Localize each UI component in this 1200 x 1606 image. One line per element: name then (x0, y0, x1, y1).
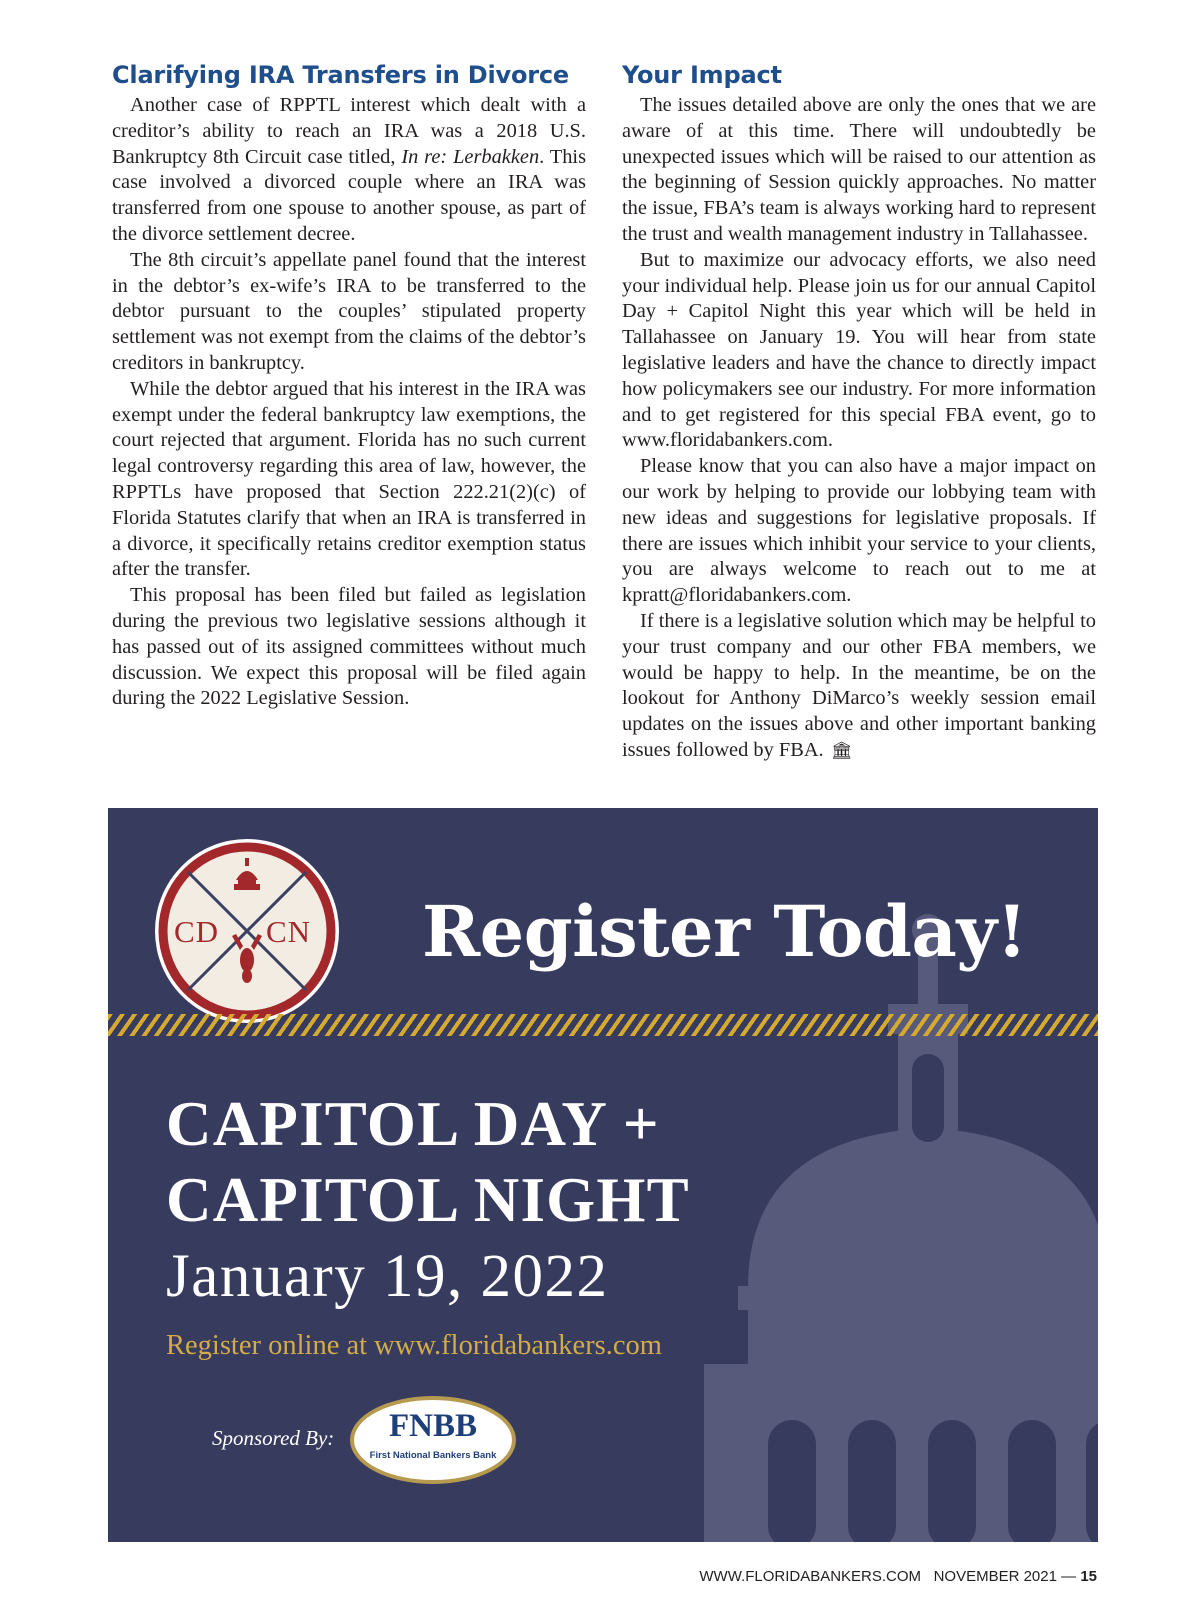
article-right-column (622, 58, 1096, 765)
paragraph: The issues detailed above are only the ones that we are aware of at this time. There will undoubtedly be unexpected issues which will be raised to our attention as the beginning of Session quickly approaches. No matter the issue, FBA’s team is always working hard to represent the trust and wealth management industry in Tallahassee. (622, 94, 1096, 245)
seal-text-cd: CD (174, 914, 220, 949)
section-heading-ira-transfers: Clarifying IRA Transfers in Divorce (112, 61, 569, 89)
paragraph-text: . This case involved a divorced couple where an IRA was transferred from one spouse to another spouse, as part of the divorce settlement decree. (112, 145, 586, 245)
paragraph: While the debtor argued that his interest in the IRA was exempt under the federal bankruptcy law exemptions, the court rejected that argument. Florida has no such current legal controversy regarding this area of law, however, the RPPTLs have proposed that Section 222.21(2)(c) of Florida Statutes clarify that when an IRA is transferred in a divorce, it specifically retains creditor exemption status after the transfer. (112, 377, 586, 581)
paragraph (622, 609, 1096, 765)
section-heading-your-impact: Your Impact (622, 61, 782, 89)
article-left-column (112, 58, 586, 712)
register-online-link[interactable]: Register online at www.floridabankers.com (166, 1330, 662, 1361)
cdcn-seal-logo (152, 836, 342, 1026)
fnbb-logo-name: First National Bankers Bank (369, 1450, 497, 1461)
page-footer (560, 1568, 1097, 1585)
footer-issue: NOVEMBER 2021 — (933, 1568, 1077, 1585)
footer-website: WWW.FLORIDABANKERS.COM (699, 1568, 922, 1585)
event-title-line2: CAPITOL NIGHT (166, 1165, 690, 1235)
fnbb-logo-mark: FNBB (388, 1408, 477, 1444)
paragraph (112, 93, 586, 248)
event-title-line1: CAPITOL DAY + (166, 1089, 660, 1159)
end-mark-icon: 🏛 (830, 740, 853, 761)
seal-text-cn: CN (266, 914, 312, 949)
paragraph: Please know that you can also have a major impact on our work by helping to provide our lobbying team with new ideas and suggestions for legislative proposals. If there are issues which inhibit your service to your clients, you are always welcome to reach out to me at kpratt@floridabankers.com. (622, 455, 1096, 607)
paragraph: The 8th circuit’s appellate panel found that the interest in the debtor’s ex-wife’s IRA to be transferred to the debtor pursuant to the couples’ stipulated property settlement was not exempt from the claims of the debtor’s creditors in bankruptcy. (112, 248, 586, 374)
paragraph: This proposal has been filed but failed as legislation during the previous two legislative sessions although it has passed out of its assigned committees without much discussion. We expect this proposal will be filed again during the 2022 Legislative Session. (112, 584, 586, 710)
sponsor-label: Sponsored By: (212, 1426, 335, 1450)
page-number: 15 (1080, 1568, 1097, 1585)
paragraph-text: Another case of RPPTL interest which dealt with a creditor’s ability to reach an IRA was a 2018 U.S. Bankruptcy 8th Circuit case titled, (112, 94, 586, 168)
paragraph: But to maximize our advocacy efforts, we also need your individual help. Please join us for our annual Capitol Day + Capitol Night this year which will be held in Tallahassee on January 19. You will hear from state legislative leaders and have the chance to directly impact how policymakers see our industry. For more information and to get registered for this special FBA event, go to www.floridabankers.com. (622, 248, 1096, 452)
capitol-day-advertisement[interactable] (108, 808, 1098, 1542)
event-date: January 19, 2022 (166, 1243, 609, 1310)
fnbb-sponsor-logo (350, 1396, 516, 1484)
gold-hatched-divider (108, 1014, 1098, 1036)
register-today-headline: Register Today! (422, 890, 1027, 973)
case-title: In re: Lerbakken (401, 145, 540, 168)
paragraph-text: If there is a legislative solution which may be helpful to your trust company and our other FBA members, we would be happy to help. In the meantime, be on the lookout for Anthony DiMarco’s weekly session email updates on the issues above and other important banking issues followed by FBA. (622, 609, 1096, 761)
